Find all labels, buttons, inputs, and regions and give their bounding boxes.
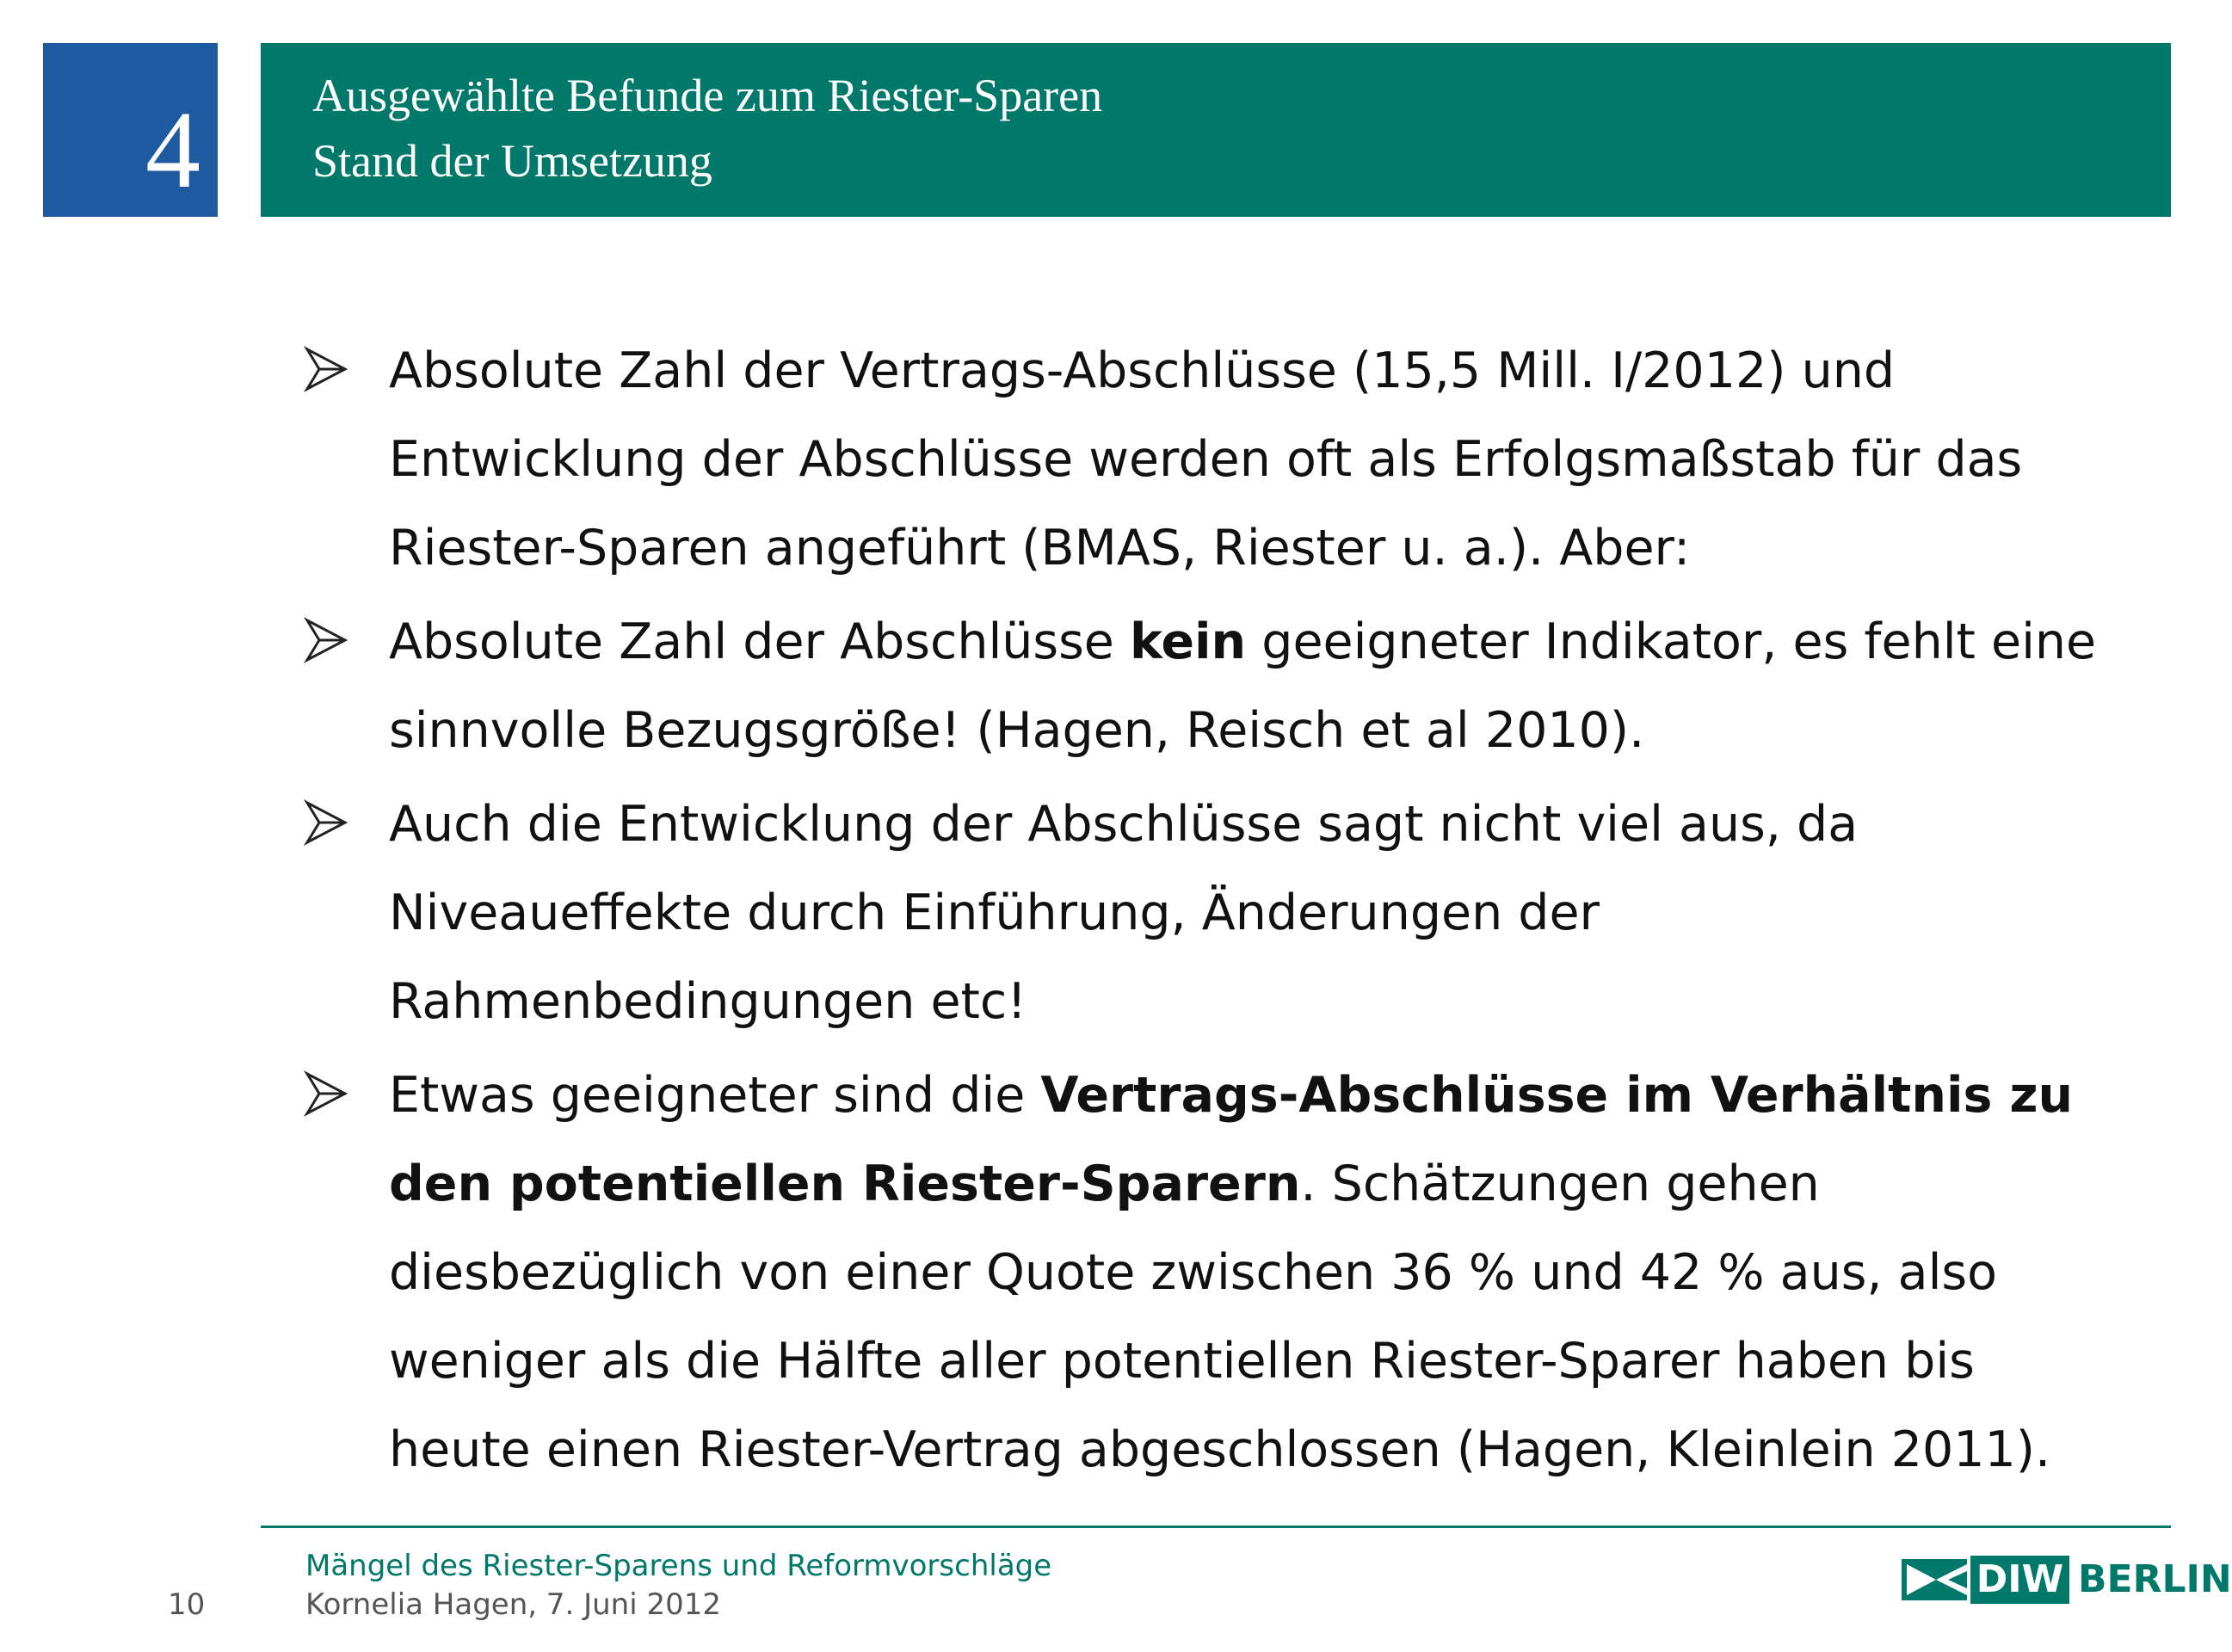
list-item	[305, 327, 2112, 593]
page-number: 10	[168, 1587, 206, 1622]
arrow-bullet-icon	[305, 348, 347, 391]
diw-logo-mark-icon	[1902, 1559, 1967, 1600]
bullet-text-part: geeigneter Indikator, es fehlt eine sinnvolle Bezugsgröße! (Hagen, Reisch et al 2010).	[389, 613, 2097, 759]
section-number-box	[43, 43, 218, 217]
header-subtitle: Stand der Umsetzung	[312, 135, 712, 187]
arrow-bullet-icon	[305, 801, 347, 844]
bullet-text-bold: Vertrags-Abschlüsse im Verhältnis zu den potentiellen Riester-Sparern	[389, 1067, 2074, 1212]
section-number: 4	[145, 89, 200, 211]
arrow-bullet-icon	[305, 1072, 347, 1115]
bullet-text: Auch die Entwicklung der Abschlüsse sagt nicht viel aus, da Niveaueffekte durch Einführung, Änderungen der Rahmenbedingungen etc!	[389, 796, 1859, 1030]
list-item	[305, 598, 2112, 775]
logo-diw-text: DIW	[1970, 1556, 2069, 1604]
footer-author-date: Kornelia Hagen, 7. Juni 2012	[305, 1587, 722, 1622]
bullet-text-part: Etwas geeigneter sind die	[389, 1067, 1041, 1124]
list-item	[305, 780, 2112, 1046]
bullet-list	[305, 327, 2112, 1500]
footer-divider	[261, 1526, 2171, 1528]
footer-title: Mängel des Riester-Sparens und Reformvorschläge	[305, 1549, 1052, 1583]
bullet-text: Absolute Zahl der Vertrags-Abschlüsse (15,5 Mill. I/2012) und Entwicklung der Abschlüsse werden oft als Erfolgsmaßstab für das Riester-Sparen angeführt (BMAS, Riester u. a.). Aber:	[389, 342, 2023, 576]
bullet-text-part: . Schätzungen gehen diesbezüglich von einer Quote zwischen 36 % und 42 % aus, also weniger als die Hälfte aller potentiellen Riester-Sparer haben bis heute einen Riester-Vertrag abgeschlossen (Hagen, Kleinlein 2011).	[389, 1156, 2051, 1478]
arrow-bullet-icon	[305, 619, 347, 662]
logo-berlin-text: BERLIN	[2078, 1557, 2232, 1601]
diw-berlin-logo	[1902, 1556, 2232, 1604]
bullet-text-bold: kein	[1129, 613, 1247, 670]
header-title: Ausgewählte Befunde zum Riester-Sparen	[312, 70, 1103, 121]
bullet-text-part: Absolute Zahl der Abschlüsse	[389, 613, 1130, 670]
header-bar	[261, 43, 2171, 217]
list-item	[305, 1051, 2112, 1495]
